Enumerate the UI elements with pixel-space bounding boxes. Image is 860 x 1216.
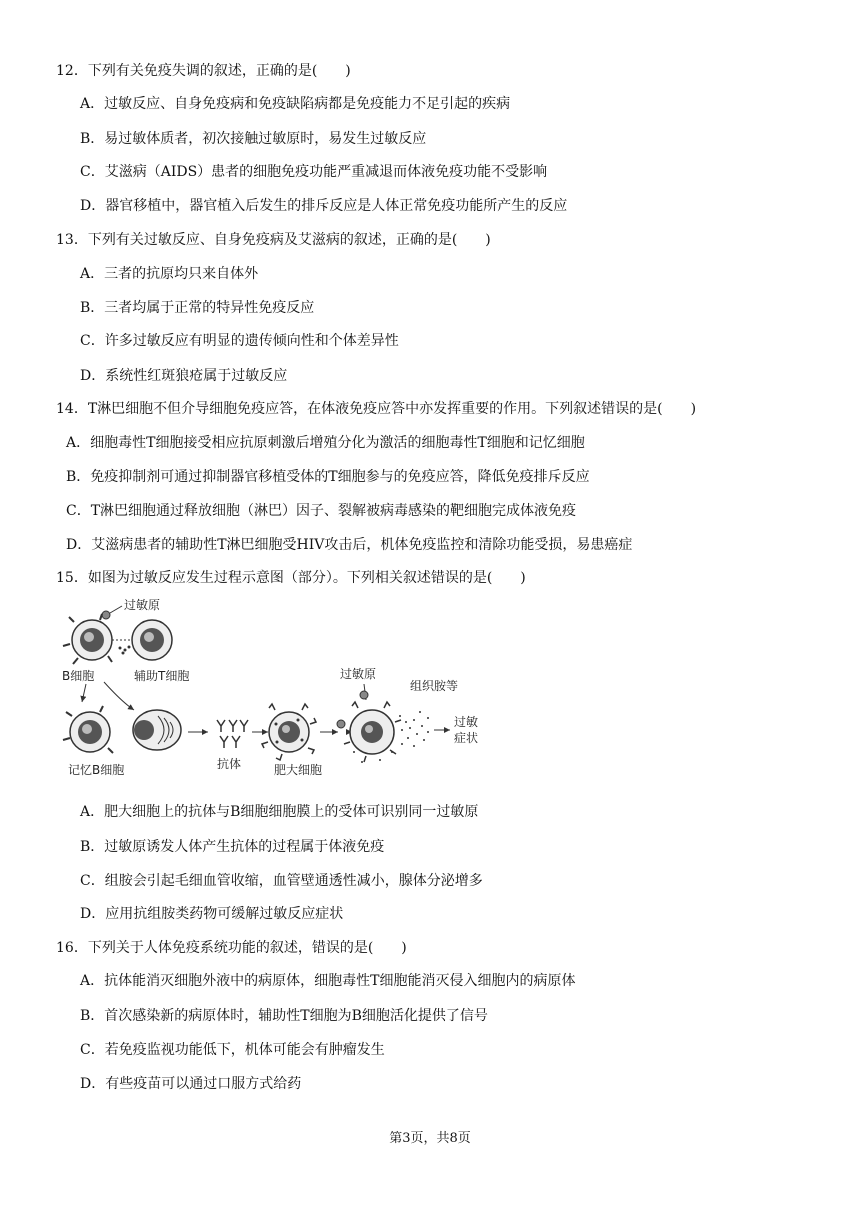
question-16-option-c: C．若免疫监视功能低下，机体可能会有肿瘤发生: [80, 1042, 385, 1058]
page-footer: 第3页，共8页: [389, 1131, 471, 1146]
question-12-stem: 12．下列有关免疫失调的叙述，正确的是( ): [56, 63, 351, 79]
memory-b-cell: [63, 706, 113, 753]
antibody-molecules: [217, 720, 248, 748]
label-helper-t-cell: 辅助T细胞: [134, 669, 190, 683]
question-14-stem: 14．T淋巴细胞不但介导细胞免疫应答，在体液免疫应答中亦发挥重要的作用。下列叙述错误的是( ): [56, 401, 697, 417]
question-14-option-d: D．艾滋病患者的辅助性T淋巴细胞受HIV攻击后，机体免疫监控和清除功能受损，易患癌症: [66, 537, 633, 553]
question-15-option-b: B．过敏原诱发人体产生抗体的过程属于体液免疫: [80, 839, 385, 855]
allergy-diagram-svg: [62, 592, 482, 782]
label-b-cell: B细胞: [62, 669, 95, 683]
label-allergen-right: 过敏原: [340, 667, 377, 681]
question-15-stem: 15．如图为过敏反应发生过程示意图（部分）。下列相关叙述错误的是( ): [56, 570, 526, 586]
question-15-option-a: A．肥大细胞上的抗体与B细胞细胞膜上的受体可识别同一过敏原: [80, 804, 479, 820]
label-symptom-1: 过敏: [454, 715, 479, 729]
b-cell: [63, 614, 112, 664]
question-14-option-b: B．免疫抑制剂可通过抑制器官移植受体的T细胞参与的免疫应答，降低免疫排斥反应: [66, 469, 590, 485]
question-16-option-d: D．有些疫苗可以通过口服方式给药: [80, 1076, 302, 1092]
question-16-option-a: A．抗体能消灭细胞外液中的病原体，细胞毒性T细胞能消灭侵入细胞内的病原体: [80, 973, 576, 989]
allergen-particle-2: [337, 720, 345, 728]
allergen-binding: [360, 684, 368, 700]
label-memory-b-cell: 记忆B细胞: [68, 763, 125, 777]
question-12-option-a: A．过敏反应、自身免疫病和免疫缺陷病都是免疫能力不足引起的疾病: [80, 96, 511, 112]
question-12-option-b: B．易过敏体质者，初次接触过敏原时，易发生过敏反应: [80, 131, 427, 147]
label-antibody: 抗体: [217, 757, 242, 771]
question-16-option-b: B．首次感染新的病原体时，辅助性T细胞为B细胞活化提供了信号: [80, 1008, 488, 1024]
helper-t-cell: [112, 620, 172, 660]
question-13-stem: 13．下列有关过敏反应、自身免疫病及艾滋病的叙述，正确的是( ): [56, 232, 491, 248]
label-histamine: 组织胺等: [410, 679, 459, 693]
question-13-option-c: C．许多过敏反应有明显的遗传倾向性和个体差异性: [80, 333, 399, 349]
question-13-option-a: A．三者的抗原均只来自体外: [80, 266, 259, 282]
question-14-option-a: A．细胞毒性T细胞接受相应抗原刺激后增殖分化为激活的细胞毒性T细胞和记忆细胞: [66, 435, 585, 451]
mast-cell: [262, 704, 316, 760]
activated-mast-cell: [344, 702, 401, 762]
label-symptom-2: 症状: [454, 731, 479, 745]
question-16-stem: 16．下列关于人体免疫系统功能的叙述，错误的是( ): [56, 940, 407, 956]
question-12-option-c: C．艾滋病（AIDS）患者的细胞免疫功能严重减退而体液免疫功能不受影响: [80, 164, 548, 180]
label-allergen-top: 过敏原: [124, 598, 161, 612]
question-14-option-c: C．T淋巴细胞通过释放细胞（淋巴）因子、裂解被病毒感染的靶细胞完成体液免疫: [66, 503, 577, 519]
allergy-process-diagram: [62, 592, 482, 782]
arrow-to-memory-b: [82, 684, 86, 702]
question-15-option-c: C．组胺会引起毛细血管收缩，血管壁通透性减小，腺体分泌增多: [80, 873, 483, 889]
question-15-option-d: D．应用抗组胺类药物可缓解过敏反应症状: [80, 906, 344, 922]
question-13-option-d: D．系统性红斑狼疮属于过敏反应: [80, 368, 288, 384]
question-12-option-d: D．器官移植中，器官植入后发生的排斥反应是人体正常免疫功能所产生的反应: [80, 198, 568, 214]
allergen-particle: [102, 606, 122, 619]
arrow-to-plasma: [104, 682, 134, 710]
plasma-cell: [133, 710, 181, 750]
label-mast-cell: 肥大细胞: [274, 763, 323, 777]
question-13-option-b: B．三者均属于正常的特异性免疫反应: [80, 300, 315, 316]
